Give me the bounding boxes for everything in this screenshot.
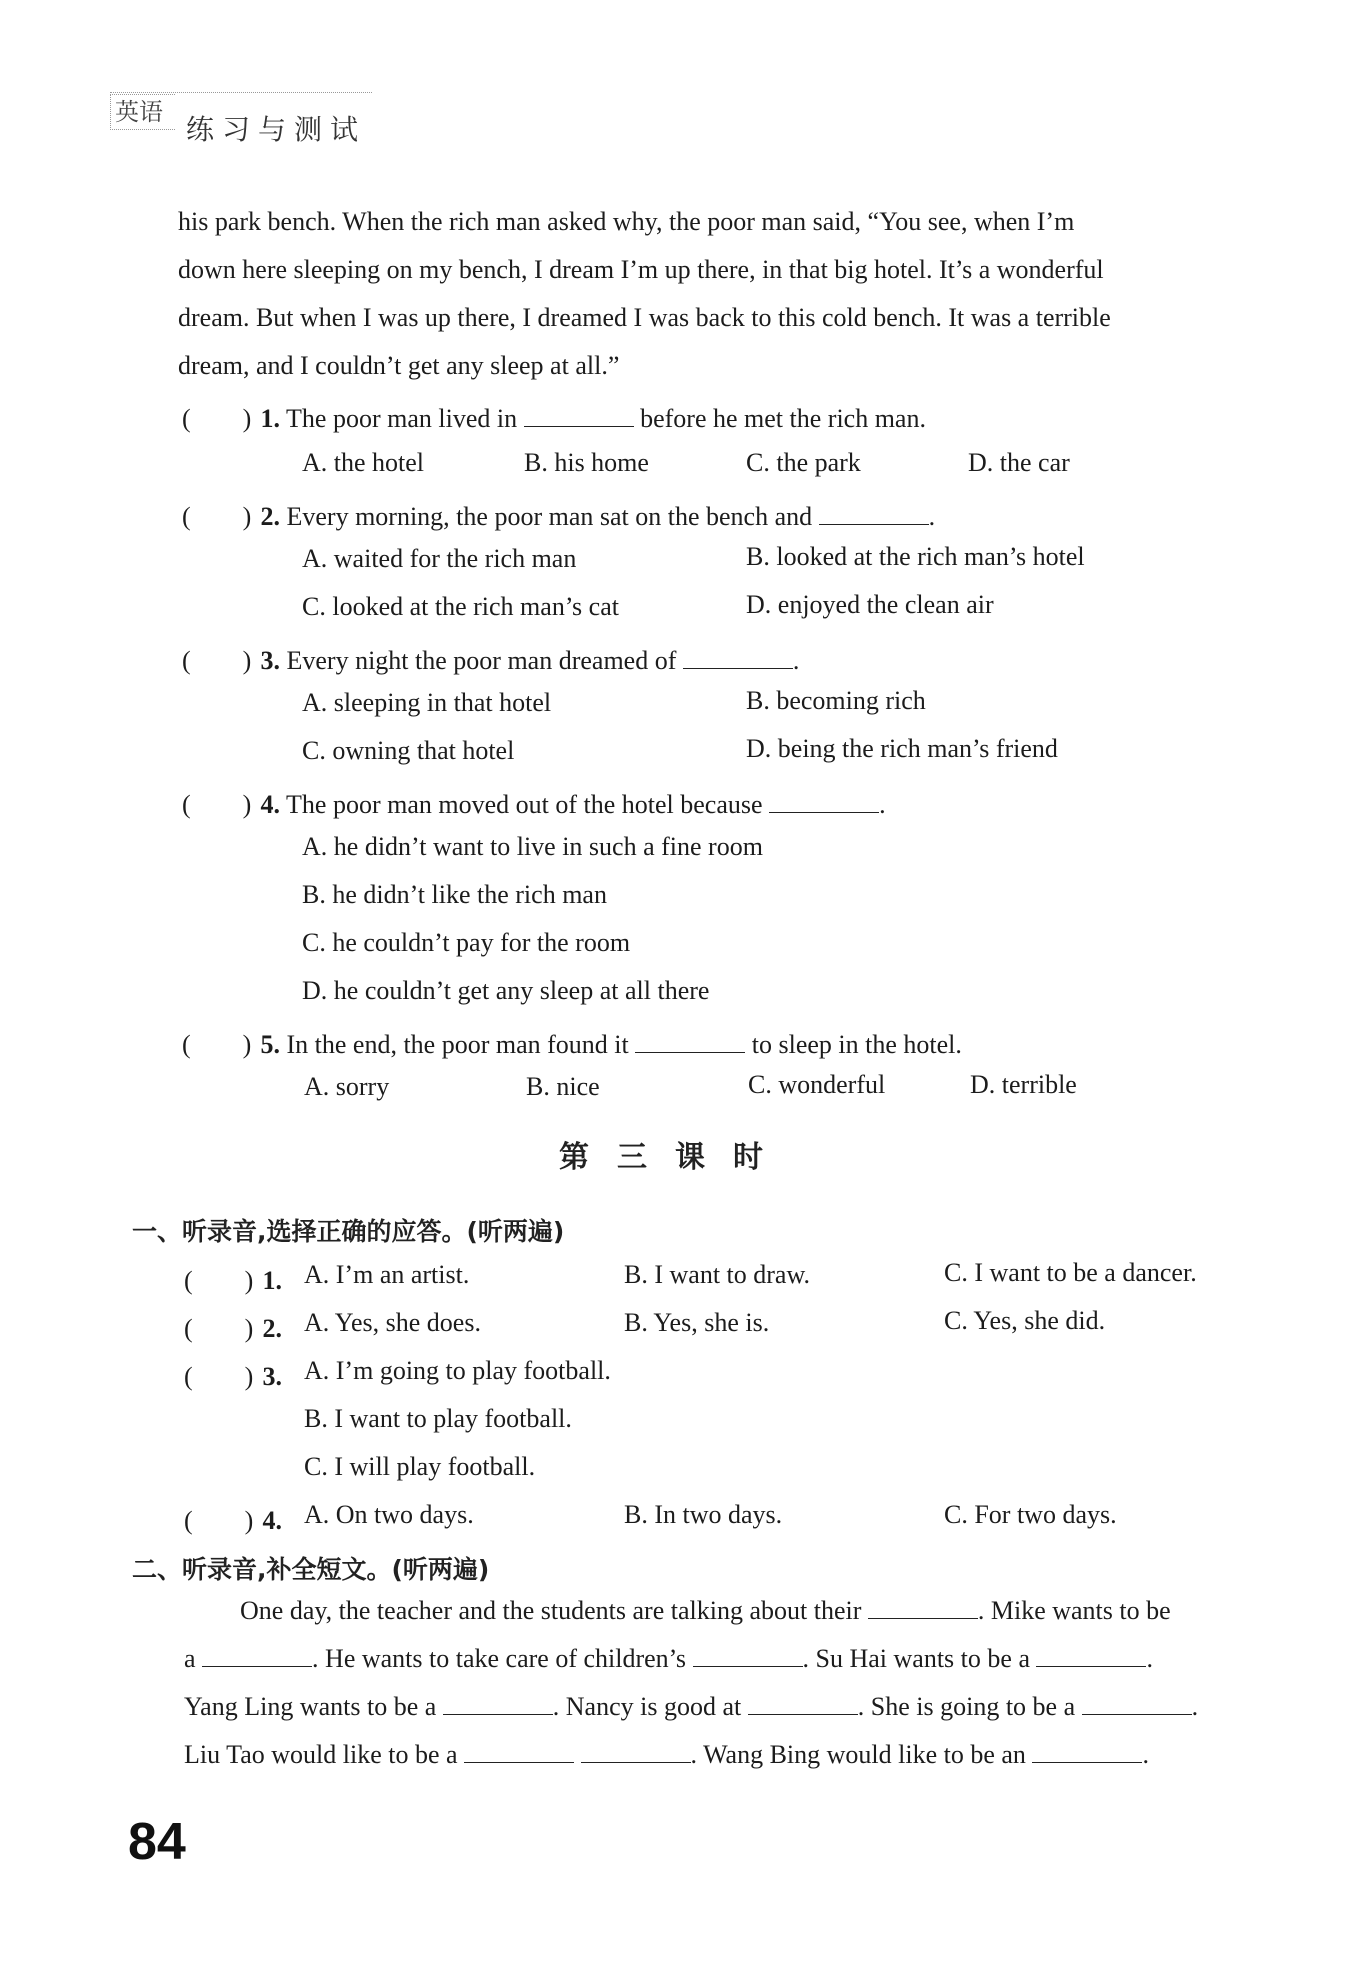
cloze-text: . Wang Bing would like to be an [690, 1740, 1026, 1769]
question-number: 2. [260, 502, 280, 531]
question-text: to sleep in the hotel. [751, 1030, 962, 1059]
cloze-text: Yang Ling wants to be a [184, 1692, 437, 1721]
answer-blank[interactable] [443, 1692, 553, 1715]
reading-question-3 [182, 640, 799, 677]
question-text: Every morning, the poor man sat on the bench and [286, 502, 813, 531]
passage-line: down here sleeping on my bench, I dream I’m up there, in that big hotel. It’s a wonderful [178, 255, 1104, 284]
option-c: C. wonderful [748, 1070, 886, 1099]
option-a: A. he didn’t want to live in such a fine room [302, 832, 763, 861]
question-text: . [879, 790, 886, 819]
question-text: before he met the rich man. [640, 404, 926, 433]
question-number: 3. [260, 646, 280, 675]
cloze-text: . She is going to be a [857, 1692, 1076, 1721]
reading-question-4 [182, 784, 886, 821]
cloze-line-3 [184, 1692, 1198, 1722]
cloze-text: a [184, 1644, 196, 1673]
answer-paren[interactable]: ( ) [182, 404, 252, 433]
option-c: C. I will play football. [304, 1452, 536, 1481]
passage-line: dream. But when I was up there, I dreamed I was back to this cold bench. It was a terrible [178, 303, 1111, 332]
cloze-text: One day, the teacher and the students are talking about their [240, 1596, 862, 1625]
option-b: B. Yes, she is. [624, 1308, 770, 1337]
option-c: C. looked at the rich man’s cat [302, 592, 619, 621]
question-text: The poor man moved out of the hotel because [286, 790, 763, 819]
cloze-text: . Mike wants to be [977, 1596, 1171, 1625]
option-a: A. sleeping in that hotel [302, 688, 552, 717]
header-subject-tag: 英语 [110, 94, 175, 130]
question-text: In the end, the poor man found it [286, 1030, 629, 1059]
reading-question-1 [182, 398, 926, 435]
passage [178, 198, 1242, 390]
option-b: B. I want to play football. [304, 1404, 572, 1433]
answer-paren[interactable]: ( ) [184, 1506, 254, 1535]
option-d: D. enjoyed the clean air [746, 590, 994, 619]
part1-title: 一、听录音,选择正确的应答。(听两遍) [132, 1217, 565, 1246]
cloze-text: . He wants to take care of children’s [312, 1644, 687, 1673]
listening-question-1 [184, 1260, 282, 1297]
answer-paren[interactable]: ( ) [182, 502, 252, 531]
answer-blank[interactable] [635, 1030, 745, 1053]
option-a: A. On two days. [304, 1500, 474, 1529]
option-b: B. he didn’t like the rich man [302, 880, 607, 909]
reading-question-2 [182, 496, 935, 533]
question-number: 4. [260, 790, 280, 819]
option-a: A. the hotel [302, 448, 425, 477]
cloze-text: Liu Tao would like to be a [184, 1740, 458, 1769]
listening-question-4 [184, 1500, 282, 1537]
option-a: A. waited for the rich man [302, 544, 577, 573]
option-d: D. terrible [970, 1070, 1077, 1099]
answer-blank[interactable] [769, 790, 879, 813]
option-a: A. Yes, she does. [304, 1308, 481, 1337]
listening-question-3 [184, 1356, 282, 1393]
question-number: 3. [262, 1362, 282, 1391]
answer-paren[interactable]: ( ) [184, 1362, 254, 1391]
cloze-line-1 [240, 1596, 1171, 1626]
question-text: . [792, 646, 800, 675]
part2-title: 二、听录音,补全短文。(听两遍) [132, 1555, 490, 1584]
option-d: D. he couldn’t get any sleep at all there [302, 976, 710, 1005]
answer-paren[interactable]: ( ) [182, 1030, 252, 1059]
answer-blank[interactable] [868, 1596, 978, 1619]
cloze-line-4 [184, 1740, 1149, 1770]
option-b: B. nice [526, 1072, 600, 1101]
option-b: B. In two days. [624, 1500, 783, 1529]
answer-blank[interactable] [1032, 1740, 1142, 1763]
option-b: B. his home [524, 448, 649, 477]
cloze-line-2 [184, 1644, 1153, 1674]
question-text: . [928, 502, 936, 531]
answer-blank[interactable] [748, 1692, 858, 1715]
option-d: D. the car [968, 448, 1070, 477]
cloze-text: . [1142, 1740, 1149, 1769]
reading-question-5 [182, 1024, 962, 1061]
option-a: A. sorry [304, 1072, 390, 1101]
answer-blank[interactable] [819, 502, 929, 525]
option-b: B. looked at the rich man’s hotel [746, 542, 1085, 571]
passage-line: his park bench. When the rich man asked why, the poor man said, “You see, when I’m [178, 207, 1075, 236]
question-number: 2. [262, 1314, 282, 1343]
cloze-text: . Su Hai wants to be a [802, 1644, 1030, 1673]
question-number: 4. [262, 1506, 282, 1535]
answer-blank[interactable] [464, 1740, 574, 1763]
question-number: 1. [262, 1266, 282, 1295]
option-c: C. the park [746, 448, 861, 477]
answer-paren[interactable]: ( ) [182, 790, 252, 819]
cloze-text: . [1146, 1644, 1153, 1673]
answer-blank[interactable] [202, 1644, 312, 1667]
option-b: B. becoming rich [746, 686, 926, 715]
option-c: C. owning that hotel [302, 736, 515, 765]
answer-blank[interactable] [683, 646, 793, 669]
answer-blank[interactable] [524, 404, 634, 427]
question-text: The poor man lived in [286, 404, 518, 433]
answer-blank[interactable] [1082, 1692, 1192, 1715]
option-a: A. I’m going to play football. [304, 1356, 611, 1385]
answer-paren[interactable]: ( ) [184, 1266, 254, 1295]
option-c: C. he couldn’t pay for the room [302, 928, 631, 957]
passage-line: dream, and I couldn’t get any sleep at all.” [178, 351, 620, 380]
question-text: Every night the poor man dreamed of [286, 646, 677, 675]
lesson-title: 第三课时 [559, 1140, 791, 1175]
answer-blank[interactable] [693, 1644, 803, 1667]
listening-question-2 [184, 1308, 282, 1345]
option-c: C. I want to be a dancer. [944, 1258, 1197, 1287]
option-c: C. Yes, she did. [944, 1306, 1106, 1335]
option-d: D. being the rich man’s friend [746, 734, 1058, 763]
page-number: 84 [128, 1813, 186, 1871]
option-c: C. For two days. [944, 1500, 1117, 1529]
header-rule [110, 92, 372, 93]
header-title: 练习与测试 [186, 113, 367, 146]
answer-paren[interactable]: ( ) [184, 1314, 254, 1343]
option-a: A. I’m an artist. [304, 1260, 470, 1289]
answer-blank[interactable] [1036, 1644, 1146, 1667]
answer-blank[interactable] [581, 1740, 691, 1763]
question-number: 5. [260, 1030, 280, 1059]
cloze-text: . [1191, 1692, 1199, 1721]
option-b: B. I want to draw. [624, 1260, 811, 1289]
answer-paren[interactable]: ( ) [182, 646, 252, 675]
cloze-text: . Nancy is good at [552, 1692, 742, 1721]
question-number: 1. [260, 404, 280, 433]
